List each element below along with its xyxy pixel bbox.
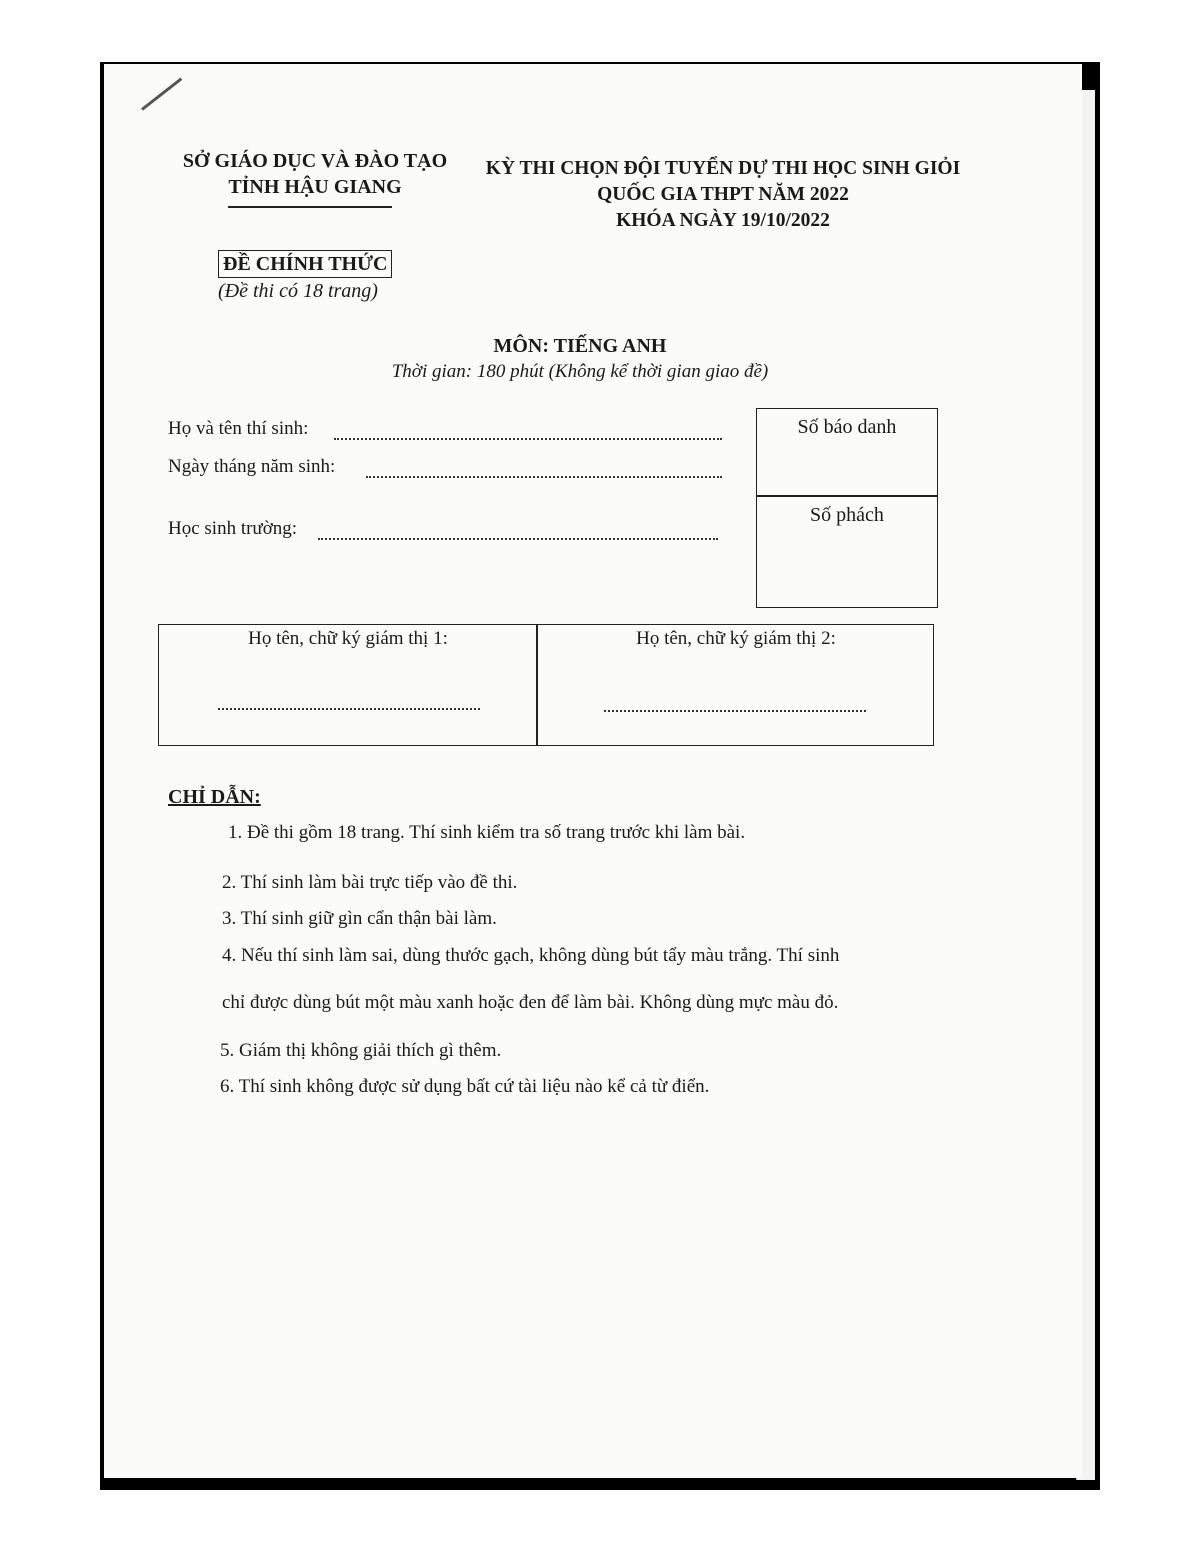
subject-title: MÔN: TIẾNG ANH: [493, 335, 667, 357]
instruction-item: chỉ được dùng bút một màu xanh hoặc đen để làm bài. Không dùng mực màu đỏ.: [222, 992, 839, 1013]
supervisor1-label: Họ tên, chữ ký giám thị 1:: [248, 628, 448, 649]
instruction-item: 3. Thí sinh giữ gìn cẩn thận bài làm.: [222, 908, 497, 929]
candidate-name-field[interactable]: [334, 438, 722, 440]
header-divider: [228, 206, 392, 208]
id-box-divider: [756, 495, 937, 497]
department-header: [160, 148, 470, 200]
exam-year: QUỐC GIA THPT NĂM 2022: [597, 184, 849, 205]
exam-title: KỲ THI CHỌN ĐỘI TUYỂN DỰ THI HỌC SINH GIỎI: [485, 158, 961, 179]
candidate-name-label: Họ và tên thí sinh:: [168, 418, 309, 439]
department-name: SỞ GIÁO DỤC VÀ ĐÀO TẠO: [182, 150, 448, 172]
school-label: Học sinh trường:: [168, 518, 298, 539]
exam-duration: Thời gian: 180 phút (Không kể thời gian giao đề): [391, 361, 769, 382]
exam-header: [470, 156, 976, 234]
official-stamp: ĐỀ CHÍNH THỨC: [218, 250, 392, 278]
instruction-item: 2. Thí sinh làm bài trực tiếp vào đề thi.: [222, 872, 518, 893]
dob-field[interactable]: [366, 476, 722, 478]
instruction-item: 4. Nếu thí sinh làm sai, dùng thước gạch, không dùng bút tẩy màu trắng. Thí sinh: [222, 945, 840, 966]
instructions-title: CHỈ DẪN:: [168, 786, 261, 808]
school-field[interactable]: [318, 538, 718, 540]
supervisor1-signature-field[interactable]: [218, 708, 480, 710]
province-name: TỈNH HẬU GIANG: [228, 176, 402, 198]
sbd-label: Số báo danh: [797, 416, 897, 438]
exam-date: KHÓA NGÀY 19/10/2022: [616, 210, 830, 231]
instruction-item: 5. Giám thị không giải thích gì thêm.: [220, 1040, 502, 1061]
sophach-label: Số phách: [810, 504, 884, 526]
dob-label: Ngày tháng năm sinh:: [168, 456, 336, 477]
instruction-item: 6. Thí sinh không được sử dụng bất cứ tài liệu nào kể cả từ điển.: [220, 1076, 710, 1097]
page-count-note: (Đề thi có 18 trang): [218, 280, 378, 302]
supervisor2-label: Họ tên, chữ ký giám thị 2:: [636, 628, 836, 649]
instruction-item: 1. Đề thi gồm 18 trang. Thí sinh kiểm tra số trang trước khi làm bài.: [228, 822, 746, 843]
supervisor2-signature-field[interactable]: [604, 710, 866, 712]
